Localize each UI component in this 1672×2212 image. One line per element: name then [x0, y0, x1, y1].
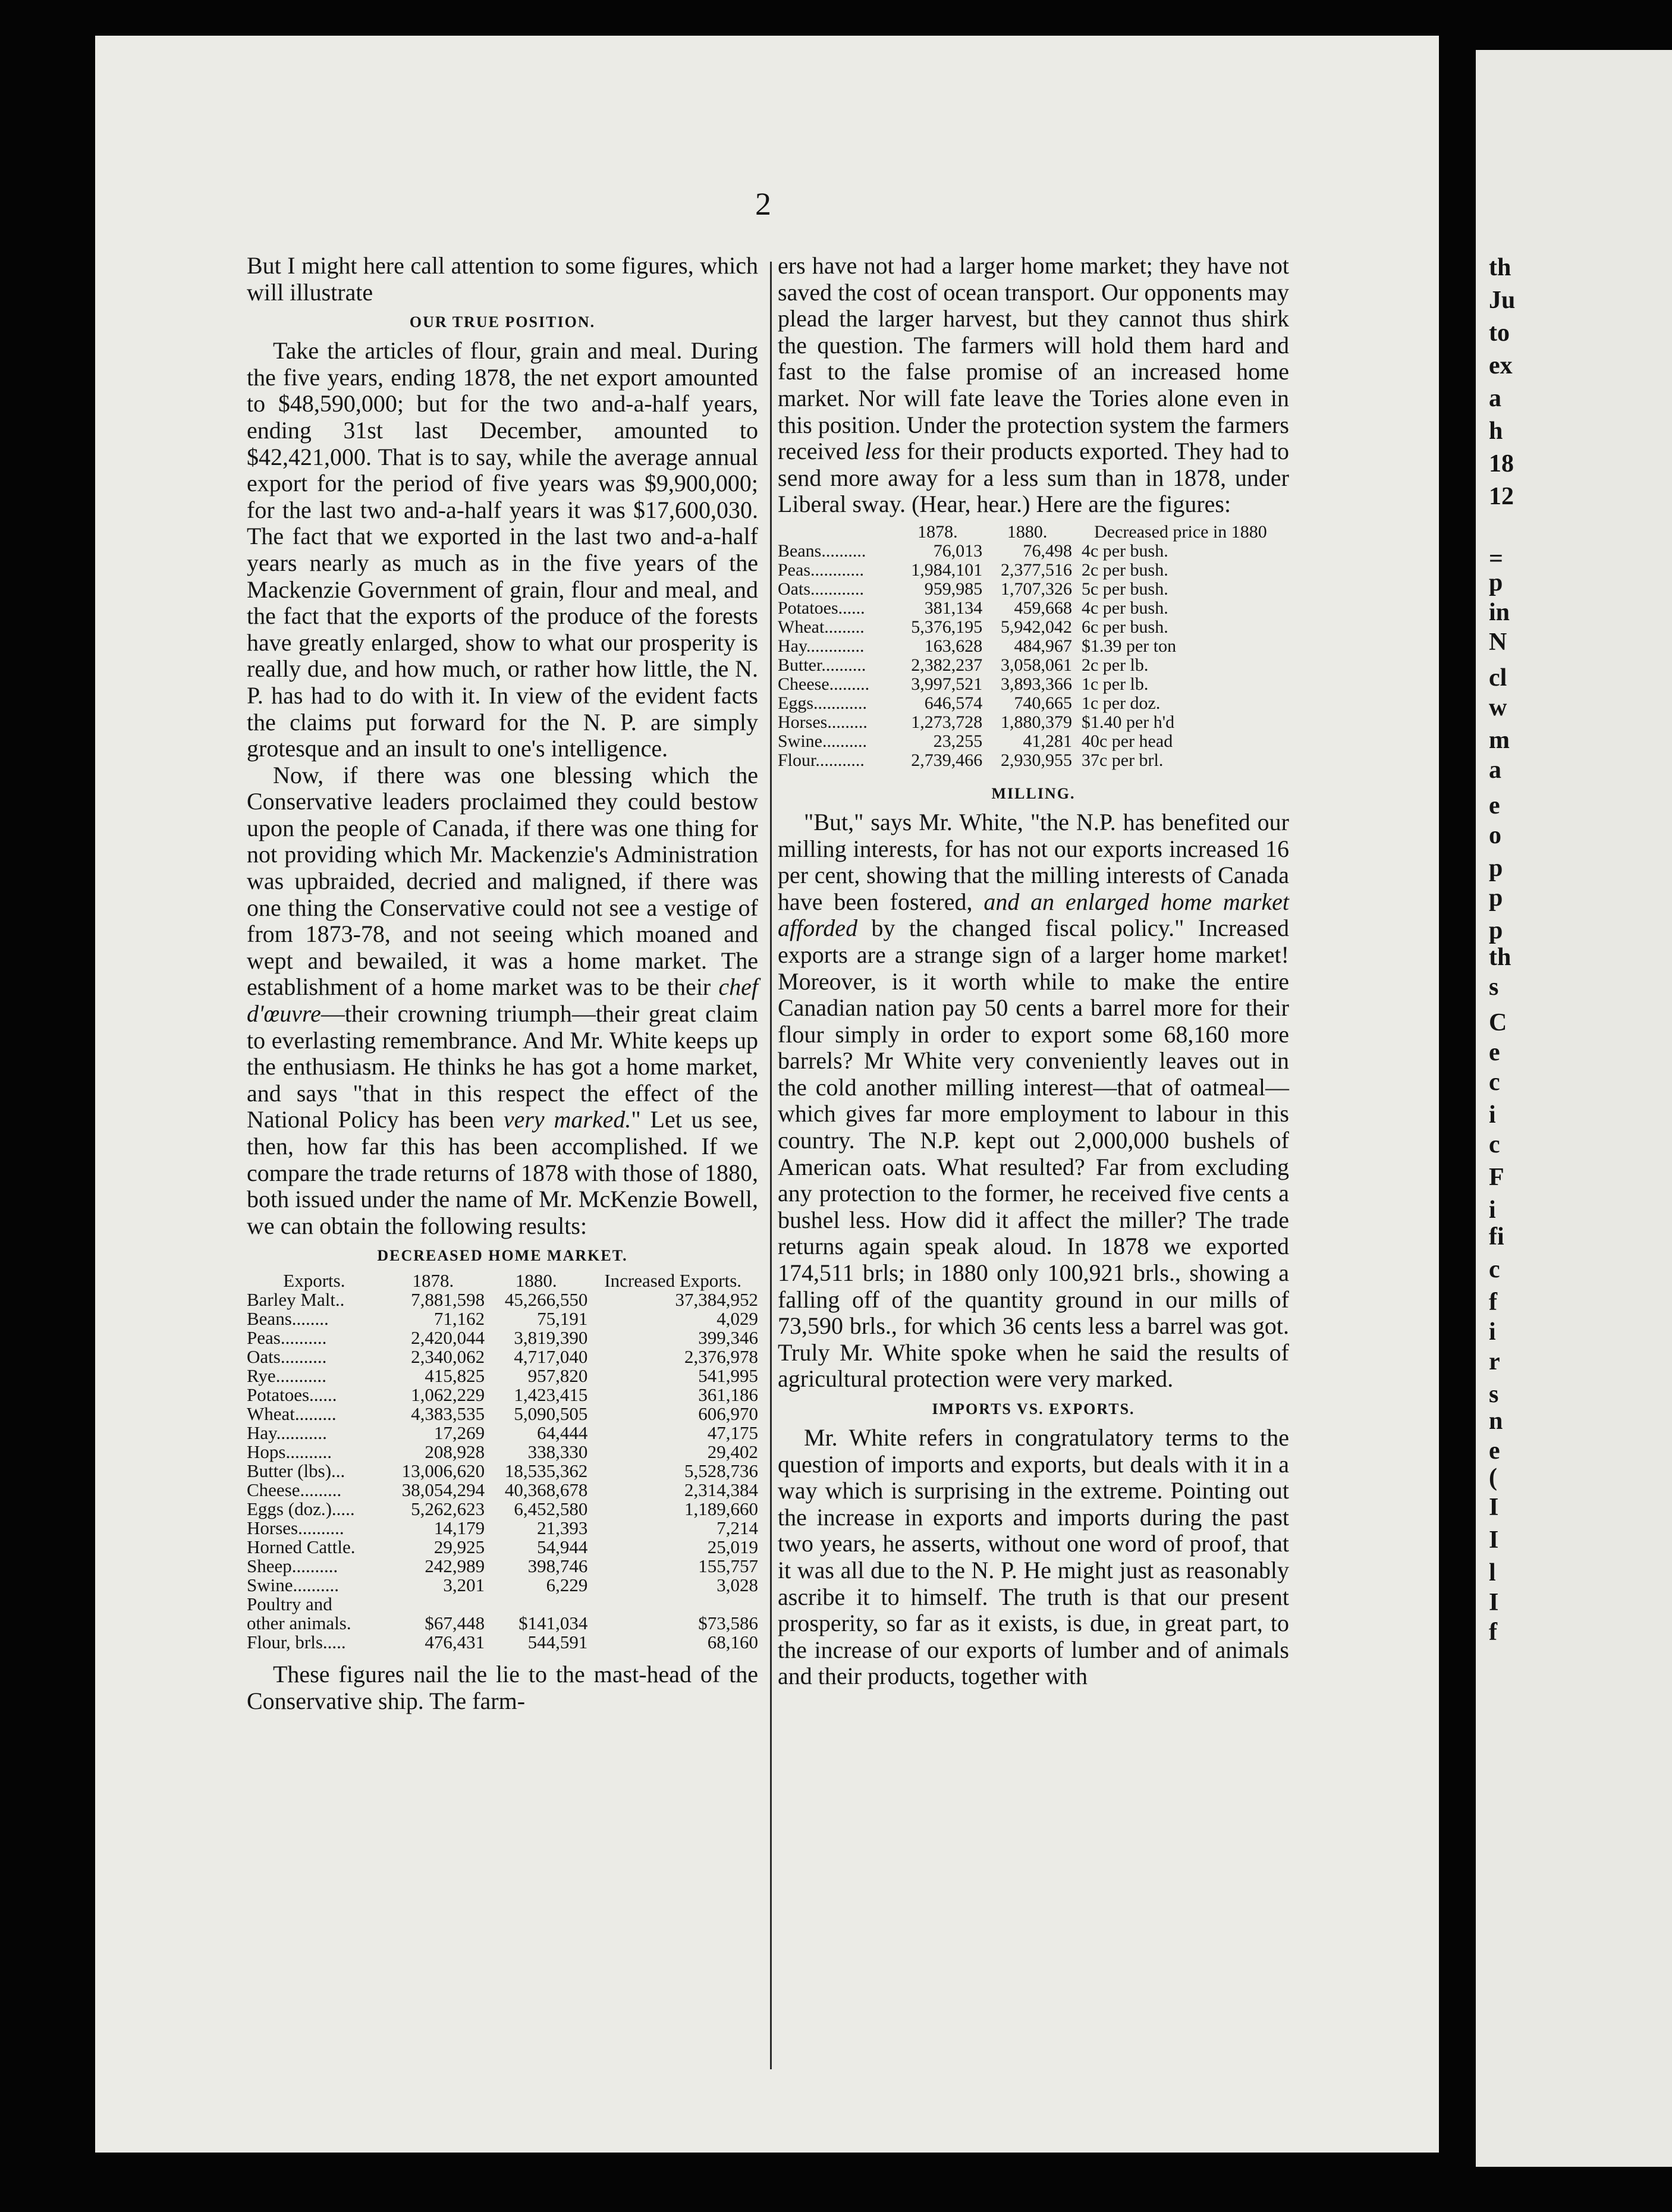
table-cell: 338,330 — [527, 1441, 588, 1463]
table-cell: 2,314,384 — [684, 1479, 758, 1501]
table-cell: 1,880,379 — [1000, 712, 1072, 732]
table-row — [247, 1309, 758, 1328]
next-page-text-fragment: i — [1489, 1196, 1496, 1224]
next-page-text-fragment: l — [1489, 1559, 1496, 1586]
table-row — [778, 599, 1289, 618]
table-cell: 68,160 — [707, 1632, 758, 1653]
table-header-cell: 1880. — [515, 1270, 557, 1292]
table-row — [247, 1366, 758, 1385]
table-cell: 7,881,598 — [411, 1289, 485, 1311]
table-cell: 2c per lb. — [1081, 655, 1149, 675]
table-cell: 75,191 — [537, 1308, 588, 1330]
table-cell: Hay........... — [247, 1422, 327, 1444]
next-page-text-fragment: fi — [1489, 1223, 1504, 1250]
table-cell: 361,186 — [698, 1384, 758, 1406]
table-cell: 1,062,229 — [411, 1384, 485, 1406]
table-cell: 740,665 — [1014, 693, 1072, 713]
table-cell: 64,444 — [537, 1422, 588, 1444]
table-cell: 4c per bush. — [1081, 541, 1168, 561]
next-page-text-fragment: c — [1489, 1256, 1500, 1283]
table-cell: Eggs (doz.)..... — [247, 1498, 355, 1520]
table-cell: 3,893,366 — [1000, 674, 1072, 694]
table-cell: 37c per brl. — [1081, 750, 1164, 770]
table-cell: Wheat......... — [247, 1403, 337, 1425]
next-page-text-fragment: s — [1489, 973, 1499, 1001]
paragraph: But I might here call attention to some figures, which will illustrate — [247, 252, 758, 306]
next-page-text-fragment: i — [1489, 1101, 1496, 1129]
column-divider — [770, 262, 772, 2069]
table-cell: Butter (lbs)... — [247, 1460, 345, 1482]
table-cell: $67,448 — [425, 1613, 485, 1634]
table-cell — [587, 1595, 758, 1614]
section-heading: OUR TRUE POSITION. — [409, 313, 596, 331]
next-page-text-fragment: Ju — [1489, 287, 1516, 314]
table-cell: $141,034 — [518, 1613, 588, 1634]
table-row — [778, 561, 1289, 580]
table-row — [778, 618, 1289, 637]
next-page-text-fragment: e — [1489, 1437, 1500, 1465]
next-page-text-fragment: e — [1489, 792, 1500, 819]
table-cell: Beans.......... — [778, 541, 866, 561]
next-page-text-fragment: h — [1489, 417, 1503, 445]
table-cell: 1c per lb. — [1081, 674, 1149, 694]
next-page-text-fragment: a — [1489, 385, 1501, 412]
next-page-text-fragment: I — [1489, 1526, 1499, 1554]
table-header-cell: 1880. — [1007, 521, 1048, 542]
table-cell: Potatoes...... — [778, 598, 865, 618]
table-cell: 415,825 — [425, 1365, 485, 1387]
table-row — [778, 694, 1289, 713]
next-page-text-fragment: f — [1489, 1289, 1497, 1316]
next-page-text-fragment: in — [1489, 599, 1510, 626]
paragraph: Take the articles of flour, grain and meal. During the five years, ending 1878, the net export amounted to $48,590,000; but for the two and-a-half years, ending 31st last December, amounted to $42,421,000. That is to say, while the average annual export for the period of five years was $9,900,000; for the last two and-a-half years it was $17,600,030. The fact that we exported in the last two and-a-half years nearly as much as in the five years of the Mackenzie Government of grain, flour and meal, and the fact that the exports of the produce of the forests have greatly enlarged, show to what our prosperity is really due, and how much, or rather how little, the N. P. has had to do with it. In view of the evident facts the claims put forward for the N. P. are simply grotesque and an insult to one's intelligence. — [247, 337, 758, 762]
table-cell: 155,757 — [698, 1556, 758, 1577]
next-page-text-fragment: p — [1489, 854, 1503, 882]
table-cell: 1,984,101 — [911, 560, 983, 580]
table-cell: 41,281 — [1023, 731, 1072, 751]
next-page-text-fragment: = — [1489, 545, 1503, 573]
table-cell: Poultry and — [247, 1594, 332, 1615]
table-cell: 2,340,062 — [411, 1346, 485, 1368]
paragraph: Now, if there was one blessing which the Conservative leaders proclaimed they could bestow upon the people of Canada, if there was one thing for not providing which Mr. Mackenzie's Administration was upbraided, decried and maligned, if there was one thing the Conservative could not see a vestige of from 1873-78, and not seeing which moaned and wept and bewailed, it was a home market. The establishment of a home market was to be their chef d'œuvre—their crowning triumph—their great claim to everlasting remembrance. And Mr. White keeps up the enthusiasm. He thinks he has got a home market, and says "that in this respect the effect of the National Policy has been very marked." Let us see, then, how far this has been accomplished. If we compare the trade returns of 1878 with those of 1880, both issued under the name of Mr. McKenzie Bowell, we can obtain the following results: — [247, 761, 758, 1239]
table-cell: 6c per bush. — [1081, 617, 1168, 637]
table-cell: 2,739,466 — [911, 750, 983, 770]
table-cell: Potatoes...... — [247, 1384, 337, 1406]
table-cell: 76,013 — [933, 541, 983, 561]
table-cell: 1,423,415 — [514, 1384, 588, 1406]
table-cell: Oats.......... — [247, 1346, 327, 1368]
decreased-price-table — [778, 523, 1289, 770]
document-page — [95, 36, 1439, 2153]
table-row — [778, 713, 1289, 732]
next-page-text-fragment: r — [1489, 1348, 1500, 1375]
table-cell: 4,383,535 — [411, 1403, 485, 1425]
next-page-text-fragment: I — [1489, 1589, 1499, 1616]
table-row — [247, 1500, 758, 1519]
table-row — [778, 637, 1289, 656]
next-page-text-fragment: f — [1489, 1619, 1497, 1646]
table-cell: 40c per head — [1081, 731, 1173, 751]
table-cell: 5,376,195 — [911, 617, 983, 637]
table-cell: Peas.......... — [247, 1327, 327, 1349]
table-cell: 646,574 — [924, 693, 983, 713]
table-row — [247, 1576, 758, 1595]
table-cell: 29,925 — [433, 1537, 485, 1558]
next-page-text-fragment: p — [1489, 884, 1503, 912]
next-page-text-fragment: w — [1489, 694, 1507, 721]
next-page-text-fragment: C — [1489, 1009, 1507, 1036]
next-page-text-fragment: m — [1489, 727, 1510, 754]
table-cell: 21,393 — [537, 1517, 588, 1539]
table-cell: 13,006,620 — [401, 1460, 485, 1482]
next-page-text-fragment: I — [1489, 1494, 1499, 1521]
table-cell: 45,266,550 — [504, 1289, 588, 1311]
table-cell: 163,628 — [924, 636, 983, 656]
table-cell: 399,346 — [698, 1327, 758, 1349]
next-page-text-fragment: N — [1489, 629, 1507, 656]
table-row — [247, 1595, 758, 1614]
right-column — [778, 253, 1289, 1690]
table-row — [247, 1462, 758, 1481]
table-row — [778, 542, 1289, 561]
table-cell: 1,707,326 — [1000, 579, 1072, 599]
table-cell: Swine.......... — [778, 731, 867, 751]
table-cell: 5,262,623 — [411, 1498, 485, 1520]
table-cell: 2,377,516 — [1000, 560, 1072, 580]
table-row — [778, 656, 1289, 675]
paragraph: ers have not had a larger home market; they have not saved the cost of ocean transport. Our opponents may plead the larger harvest, but they cannot thus shirk the question. The farmers will hold them hard and fast to the false promise of an increased home market. Nor will fate leave the Tories alone even in this position. Under the protection system the farmers received less for their products exported. They had to send more away for a less sum than in 1878, under Liberal sway. (Hear, hear.) Here are the figures: — [778, 252, 1290, 518]
table-row — [247, 1614, 758, 1633]
table-cell: 29,402 — [707, 1441, 758, 1463]
table-cell: Flour, brls..... — [247, 1632, 346, 1653]
table-cell: 54,944 — [537, 1537, 588, 1558]
table-cell: 18,535,362 — [504, 1460, 588, 1482]
table-cell: 208,928 — [425, 1441, 485, 1463]
table-cell: Rye........... — [247, 1365, 326, 1387]
next-page-text-fragment: F — [1489, 1164, 1504, 1191]
next-page-text-fragment: cl — [1489, 664, 1507, 692]
table-cell — [382, 1595, 485, 1614]
next-page-text-fragment: 18 — [1489, 450, 1514, 477]
table-cell: 4c per bush. — [1081, 598, 1168, 618]
table-cell: 37,384,952 — [675, 1289, 758, 1311]
table-cell: $73,586 — [698, 1613, 758, 1634]
table-cell: 4,717,040 — [514, 1346, 588, 1368]
table-row — [247, 1519, 758, 1538]
table-cell: 3,201 — [443, 1575, 485, 1596]
table-row — [778, 675, 1289, 694]
table-cell: 4,029 — [716, 1308, 758, 1330]
table-cell: 544,591 — [527, 1632, 588, 1653]
table-cell: 459,668 — [1014, 598, 1072, 618]
next-page-text-fragment: c — [1489, 1131, 1500, 1158]
table-cell: Barley Malt.. — [247, 1289, 345, 1311]
table-row — [778, 732, 1289, 751]
table-cell: 47,175 — [707, 1422, 758, 1444]
paragraph: Mr. White refers in congratulatory terms to the question of imports and exports, but deals with it in a way which is surprising in the extreme. Pointing out the increase in exports and imports during the past two years, he asserts, without one word of proof, that it was all due to the N. P. He might just as reasonably ascribe it to himself. The truth is that our present prosperity, so far as it exists, is due, in great part, to the increase of our exports of lumber and of animals and their products, together with — [778, 1424, 1289, 1690]
table-cell: 7,214 — [716, 1517, 758, 1539]
table-header-cell: 1878. — [917, 521, 958, 542]
next-page-text-fragment: to — [1489, 319, 1510, 347]
table-cell: 484,967 — [1014, 636, 1072, 656]
table-row — [247, 1633, 758, 1652]
table-row — [247, 1347, 758, 1366]
table-cell: Oats............ — [778, 579, 864, 599]
decreased-home-market-table — [247, 1271, 758, 1652]
next-page-text-fragment: a — [1489, 756, 1501, 784]
table-cell: Horned Cattle. — [247, 1537, 356, 1558]
table-cell: Sheep.......... — [247, 1556, 338, 1577]
table-cell: 3,028 — [716, 1575, 758, 1596]
table-cell: Horses......... — [778, 712, 868, 732]
table-cell: 5,942,042 — [1000, 617, 1072, 637]
table-cell: Wheat......... — [778, 617, 865, 637]
table-cell: 541,995 — [698, 1365, 758, 1387]
table-header-cell: 1878. — [412, 1270, 454, 1292]
table-cell: Hay............. — [778, 636, 865, 656]
table-cell: Hops.......... — [247, 1441, 332, 1463]
table-cell: 17,269 — [433, 1422, 485, 1444]
table-header-cell: Decreased price in 1880 — [1094, 521, 1267, 542]
table-row — [247, 1481, 758, 1500]
table-cell: 398,746 — [527, 1556, 588, 1577]
table-cell: 6,229 — [546, 1575, 588, 1596]
section-heading: MILLING. — [991, 784, 1076, 802]
next-page-text-fragment: ( — [1489, 1464, 1497, 1491]
table-row — [247, 1538, 758, 1557]
table-cell — [485, 1595, 587, 1614]
table-cell: 38,054,294 — [401, 1479, 485, 1501]
table-cell: 1,189,660 — [684, 1498, 758, 1520]
page-number: 2 — [755, 186, 771, 222]
table-cell: 1,273,728 — [911, 712, 983, 732]
table-cell: 3,058,061 — [1000, 655, 1072, 675]
next-page-text-fragment: 12 — [1489, 483, 1514, 510]
table-cell: 40,368,678 — [504, 1479, 588, 1501]
section-heading: IMPORTS VS. EXPORTS. — [932, 1400, 1135, 1418]
table-cell: 5c per bush. — [1081, 579, 1168, 599]
adjacent-page-edge — [1476, 50, 1672, 2167]
table-row — [247, 1424, 758, 1443]
table-row — [778, 751, 1289, 770]
table-cell: Swine.......... — [247, 1575, 339, 1596]
table-cell: 242,989 — [425, 1556, 485, 1577]
table-cell: 1c per doz. — [1081, 693, 1161, 713]
table-cell: 2,930,955 — [1000, 750, 1072, 770]
table-cell: 23,255 — [933, 731, 983, 751]
next-page-text-fragment: n — [1489, 1407, 1503, 1435]
table-header-cell — [778, 523, 893, 542]
next-page-text-fragment: o — [1489, 822, 1501, 849]
table-cell: 2,382,237 — [911, 655, 983, 675]
paragraph: These figures nail the lie to the mast-head of the Conservative ship. The farm- — [247, 1661, 758, 1714]
table-header-cell: Increased Exports. — [604, 1270, 742, 1292]
next-page-text-fragment: s — [1489, 1381, 1499, 1408]
table-row — [247, 1405, 758, 1424]
paragraph: "But," says Mr. White, "the N.P. has benefited our milling interests, for has not our exports increased 16 per cent, showing that the milling interests of Canada have been fostered, and an enlarged home market afforded by the changed fiscal policy." Increased exports are a strange sign of a larger home market! Moreover, is it worth while to make the entire Canadian nation pay 50 cents a barrel more for their flour simply in order to export some 68,160 more barrels? Mr White very conveniently leaves out in the cold another milling interest—that of oatmeal—which gives far more employment to labour in this country. The N.P. kept out 2,000,000 bushels of American oats. What resulted? Far from excluding any protection to the former, he received five cents a bushel less. How did it affect the miller? The trade returns again speak aloud. In 1878 we exported 174,511 brls; in 1880 only 100,921 brls., showing a falling off of the quantity ground in our mills of 73,590 brls., for which 36 cents less a barrel was got. Truly Mr. White spoke when he said the results of agricultural protection were very marked. — [778, 808, 1290, 1393]
table-cell: 606,970 — [698, 1403, 758, 1425]
table-row — [247, 1290, 758, 1309]
next-page-text-fragment: p — [1489, 917, 1503, 944]
table-cell: 2,376,978 — [684, 1346, 758, 1368]
next-page-text-fragment: ex — [1489, 352, 1513, 379]
next-page-text-fragment: p — [1489, 569, 1503, 596]
table-cell: 959,985 — [924, 579, 983, 599]
left-column — [247, 253, 758, 1715]
table-cell: 25,019 — [707, 1537, 758, 1558]
table-row — [247, 1557, 758, 1576]
table-cell: Cheese......... — [247, 1479, 342, 1501]
table-cell: 957,820 — [527, 1365, 588, 1387]
table-row — [247, 1385, 758, 1405]
table-cell: Cheese......... — [778, 674, 870, 694]
table-cell: 476,431 — [425, 1632, 485, 1653]
table-cell: 71,162 — [433, 1308, 485, 1330]
table-row — [778, 580, 1289, 599]
table-cell: 76,498 — [1023, 541, 1072, 561]
table-heading: DECREASED HOME MARKET. — [377, 1247, 628, 1265]
table-cell: Horses.......... — [247, 1517, 344, 1539]
table-cell: $1.39 per ton — [1081, 636, 1177, 656]
table-cell: $1.40 per h'd — [1081, 712, 1175, 732]
table-cell: other animals. — [247, 1613, 351, 1634]
table-cell: Eggs............ — [778, 693, 867, 713]
table-row — [247, 1328, 758, 1347]
table-cell: 14,179 — [433, 1517, 485, 1539]
table-cell: Butter.......... — [778, 655, 866, 675]
next-page-text-fragment: i — [1489, 1318, 1496, 1346]
table-cell: 381,134 — [924, 598, 983, 618]
next-page-text-fragment: e — [1489, 1039, 1500, 1066]
table-cell: 2,420,044 — [411, 1327, 485, 1349]
table-header-cell: Exports. — [283, 1270, 345, 1292]
next-page-text-fragment: th — [1489, 944, 1511, 971]
table-cell: 5,528,736 — [684, 1460, 758, 1482]
table-cell: Peas............ — [778, 560, 864, 580]
table-cell: Beans........ — [247, 1308, 329, 1330]
table-cell: Flour........... — [778, 750, 865, 770]
next-page-text-fragment: c — [1489, 1069, 1500, 1096]
table-cell: 6,452,580 — [514, 1498, 588, 1520]
table-cell: 5,090,505 — [514, 1403, 588, 1425]
next-page-text-fragment: th — [1489, 254, 1511, 281]
table-cell: 3,997,521 — [911, 674, 983, 694]
table-cell: 3,819,390 — [514, 1327, 588, 1349]
table-cell: 2c per bush. — [1081, 560, 1168, 580]
table-row — [247, 1443, 758, 1462]
